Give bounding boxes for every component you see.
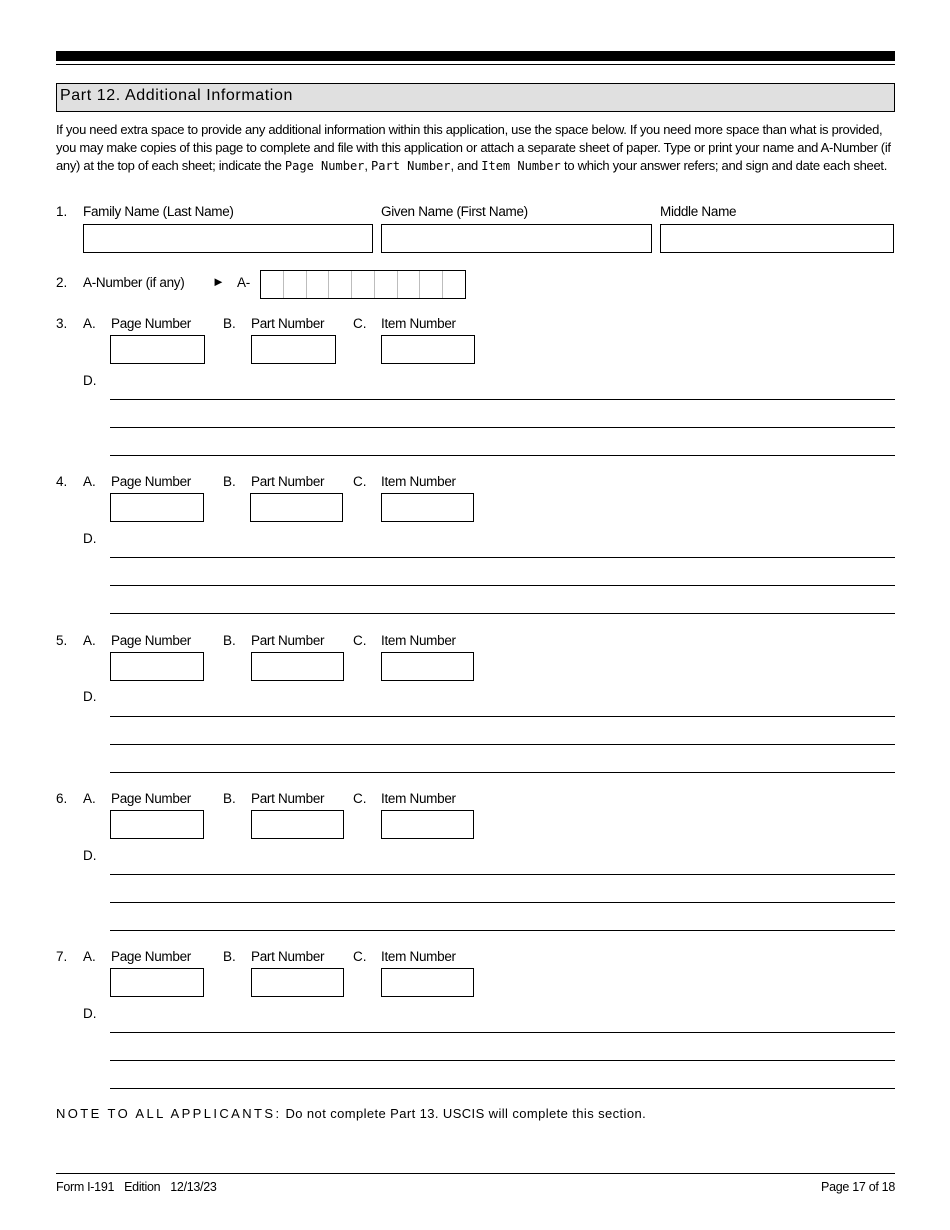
footer-page-number: Page 17 of 18 [821, 1180, 895, 1194]
entry-letter-c: C. [353, 316, 367, 331]
entry-number: 7. [56, 949, 68, 964]
answer-line[interactable] [110, 1088, 895, 1089]
footer-form-info [56, 1180, 217, 1194]
a-number-digit[interactable] [351, 271, 374, 298]
page-number-input[interactable] [111, 653, 203, 680]
part-number-label: Part Number [251, 316, 325, 331]
entry-letter-d: D. [83, 848, 97, 863]
answer-line[interactable] [110, 744, 895, 745]
part-number-field[interactable] [251, 335, 336, 364]
given-name-field[interactable] [381, 224, 652, 253]
answer-line[interactable] [110, 399, 895, 400]
ref-item-number: Item Number [481, 159, 561, 173]
a-number-label: A-Number (if any) [83, 275, 185, 290]
answer-line[interactable] [110, 557, 895, 558]
answer-line[interactable] [110, 772, 895, 773]
answer-line[interactable] [110, 613, 895, 614]
item-number-label: Item Number [381, 474, 456, 489]
header-thin-rule [56, 64, 895, 65]
item-number-field[interactable] [381, 335, 475, 364]
part-number-label: Part Number [251, 474, 325, 489]
middle-name-input[interactable] [661, 225, 893, 252]
a-number-digit[interactable] [442, 271, 465, 298]
ref-part-number: Part Number [371, 159, 451, 173]
entry-letter-d: D. [83, 373, 97, 388]
entry-letter-c: C. [353, 633, 367, 648]
item-1-number: 1. [56, 204, 68, 219]
footer-rule [56, 1173, 895, 1174]
header-thick-rule [56, 51, 895, 61]
note-text: Do not complete Part 13. USCIS will complete this section. [285, 1106, 647, 1121]
entry-letter-c: C. [353, 949, 367, 964]
item-number-label: Item Number [381, 316, 456, 331]
entry-letter-c: C. [353, 474, 367, 489]
answer-line[interactable] [110, 902, 895, 903]
instructions-text-1: If you need extra space to provide any additional information within this application, use the space below. If you need more space than what is provided, you may make copies of this page to complete and file with this application or attach a separate sheet of paper. Type or print your name and A-Number (if any) at the top of each sheet; indicate the [56, 122, 891, 173]
entry-letter-d: D. [83, 689, 97, 704]
page-number-label: Page Number [111, 791, 191, 806]
answer-line[interactable] [110, 1060, 895, 1061]
separator: , [364, 158, 372, 173]
page-number-field[interactable] [110, 652, 204, 681]
a-number-digit[interactable] [261, 271, 283, 298]
part-number-label: Part Number [251, 949, 325, 964]
part-number-input[interactable] [252, 969, 343, 996]
entry-number: 4. [56, 474, 68, 489]
footer-edition-label: Edition [124, 1180, 161, 1194]
page-number-label: Page Number [111, 949, 191, 964]
note-lead: NOTE TO ALL APPLICANTS: [56, 1106, 282, 1121]
item-number-input[interactable] [382, 494, 473, 521]
item-number-field[interactable] [381, 493, 474, 522]
answer-line[interactable] [110, 930, 895, 931]
instructions-text-2: to which your answer refers; and sign and date each sheet. [560, 158, 888, 173]
entry-number: 5. [56, 633, 68, 648]
ref-page-number: Page Number [284, 159, 365, 173]
instructions-paragraph [56, 121, 896, 175]
item-number-input[interactable] [382, 336, 474, 363]
family-name-field[interactable] [83, 224, 373, 253]
answer-line[interactable] [110, 1032, 895, 1033]
a-number-digit[interactable] [419, 271, 442, 298]
item-number-field[interactable] [381, 968, 474, 997]
part-number-field[interactable] [251, 968, 344, 997]
page-number-field[interactable] [110, 335, 205, 364]
page-number-label: Page Number [111, 474, 191, 489]
page-number-field[interactable] [110, 810, 204, 839]
a-number-digit[interactable] [306, 271, 329, 298]
page-number-field[interactable] [110, 493, 204, 522]
entry-letter-b: B. [223, 791, 236, 806]
page-number-label: Page Number [111, 633, 191, 648]
middle-name-field[interactable] [660, 224, 894, 253]
entry-number: 6. [56, 791, 68, 806]
item-2-number: 2. [56, 275, 68, 290]
entry-letter-a: A. [83, 474, 96, 489]
page-number-input[interactable] [111, 811, 203, 838]
separator: , and [450, 158, 482, 173]
footer-form-name: Form I-191 [56, 1180, 115, 1194]
page-number-label: Page Number [111, 316, 191, 331]
page-number-input[interactable] [111, 336, 204, 363]
part-number-field[interactable] [251, 810, 344, 839]
page-number-input[interactable] [111, 494, 203, 521]
answer-line[interactable] [110, 585, 895, 586]
part-number-field[interactable] [250, 493, 343, 522]
item-number-label: Item Number [381, 633, 456, 648]
page-number-input[interactable] [111, 969, 203, 996]
a-number-digit[interactable] [328, 271, 351, 298]
entry-letter-a: A. [83, 633, 96, 648]
family-name-label: Family Name (Last Name) [83, 204, 234, 219]
item-number-label: Item Number [381, 949, 456, 964]
a-number-digit[interactable] [397, 271, 420, 298]
entry-letter-a: A. [83, 316, 96, 331]
item-number-field[interactable] [381, 652, 474, 681]
middle-name-label: Middle Name [660, 204, 737, 219]
entry-letter-b: B. [223, 474, 236, 489]
a-number-field[interactable] [260, 270, 466, 299]
item-number-input[interactable] [382, 969, 473, 996]
family-name-input[interactable] [84, 225, 372, 252]
a-number-digit[interactable] [374, 271, 397, 298]
entry-letter-b: B. [223, 316, 236, 331]
given-name-label: Given Name (First Name) [381, 204, 528, 219]
part-number-input[interactable] [252, 336, 335, 363]
part-number-label: Part Number [251, 791, 325, 806]
a-number-prefix: A- [237, 275, 250, 290]
entry-letter-d: D. [83, 1006, 97, 1021]
answer-line[interactable] [110, 874, 895, 875]
given-name-input[interactable] [382, 225, 651, 252]
item-number-input[interactable] [382, 653, 473, 680]
part-number-input[interactable] [252, 653, 343, 680]
footer-edition-date: 12/13/23 [170, 1180, 217, 1194]
note-to-applicants [56, 1106, 646, 1121]
part-header [56, 83, 895, 112]
a-number-digit[interactable] [283, 271, 306, 298]
part-number-field[interactable] [251, 652, 344, 681]
part-number-input[interactable] [251, 494, 342, 521]
entry-letter-b: B. [223, 949, 236, 964]
answer-line[interactable] [110, 427, 895, 428]
part-title: Part 12. Additional Information [60, 87, 293, 104]
item-number-label: Item Number [381, 791, 456, 806]
answer-line[interactable] [110, 455, 895, 456]
part-number-input[interactable] [252, 811, 343, 838]
answer-line[interactable] [110, 716, 895, 717]
entry-letter-a: A. [83, 791, 96, 806]
item-number-input[interactable] [382, 811, 473, 838]
item-number-field[interactable] [381, 810, 474, 839]
entry-letter-b: B. [223, 633, 236, 648]
entry-letter-d: D. [83, 531, 97, 546]
page-number-field[interactable] [110, 968, 204, 997]
part-number-label: Part Number [251, 633, 325, 648]
arrow-right-icon: ► [212, 274, 225, 289]
entry-letter-c: C. [353, 791, 367, 806]
entry-number: 3. [56, 316, 68, 331]
entry-letter-a: A. [83, 949, 96, 964]
